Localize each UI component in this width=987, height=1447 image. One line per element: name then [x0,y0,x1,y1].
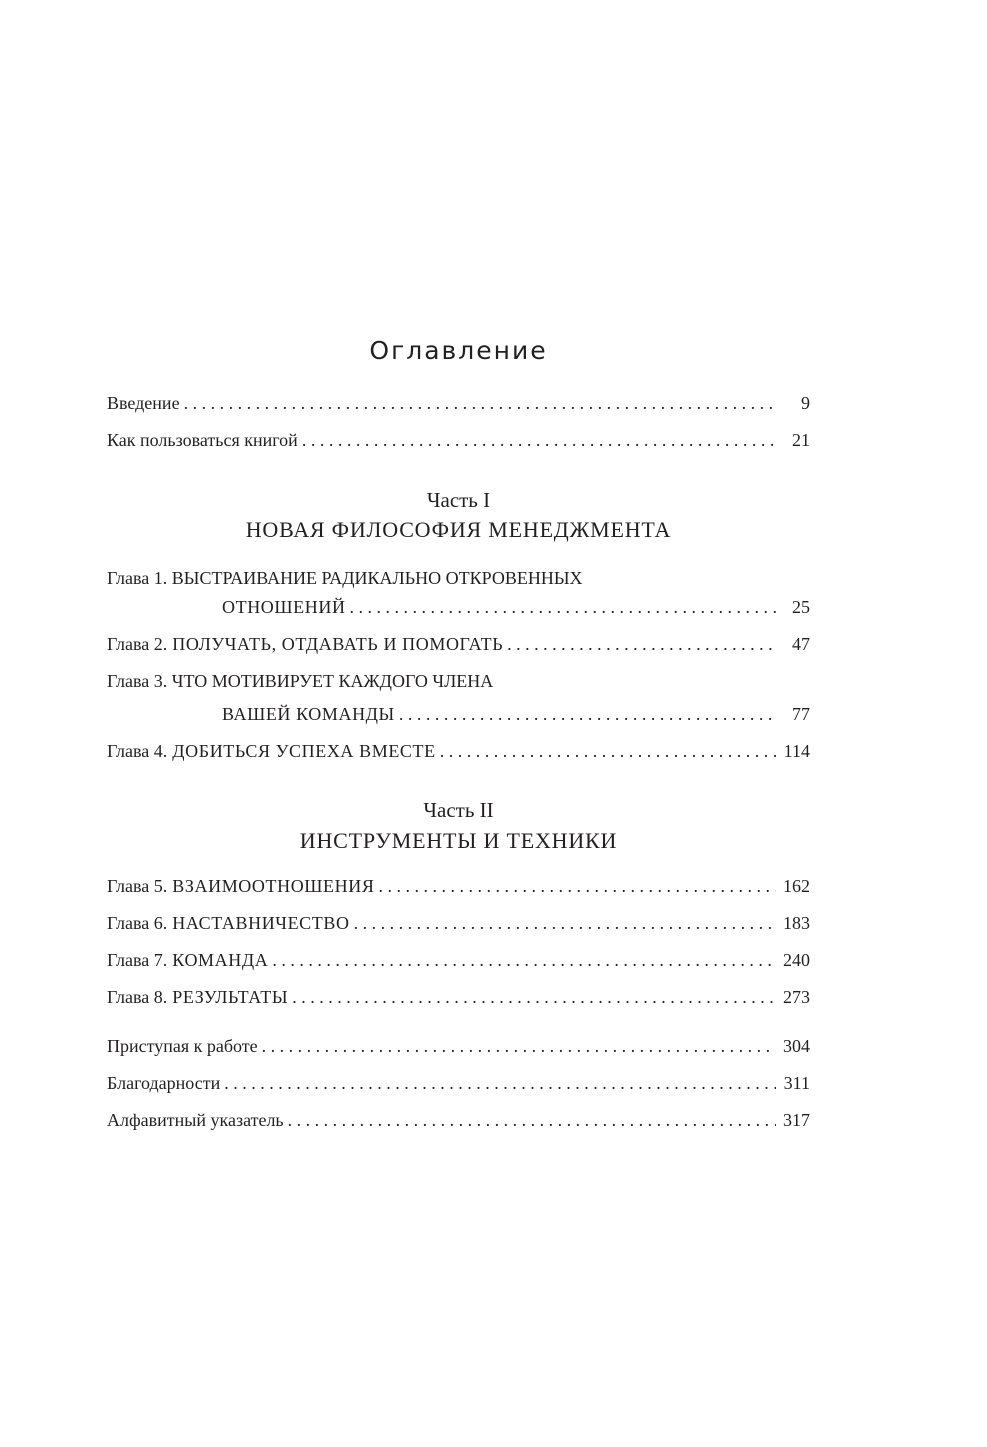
toc-entry-chapter-1[interactable] [107,596,810,618]
part-2-title: ИНСТРУМЕНТЫ И ТЕХНИКИ [299,828,618,853]
toc-entry-page: 273 [783,987,810,1007]
toc-entry-chapter-6[interactable] [107,912,810,934]
toc-entry-label: Приступая к работе [107,1036,258,1056]
toc-entry-page: 317 [783,1110,810,1130]
chapter-title-line1: ВЫСТРАИВАНИЕ РАДИКАЛЬНО ОТКРОВЕННЫХ [171,568,583,588]
toc-entry-label: Алфавитный указатель [107,1110,284,1130]
toc-entry-page: 304 [783,1036,810,1056]
toc-entry-how-to-use[interactable] [107,429,810,451]
dot-leader [224,1072,776,1094]
toc-entry-chapter-2[interactable] [107,633,810,655]
chapter-title-line2: ВАШЕЙ КОМАНДЫ [222,704,395,724]
toc-entry-getting-started[interactable] [107,1035,810,1057]
toc-entry-page: 114 [783,741,810,761]
toc-entry-label: Как пользоваться книгой [107,430,298,450]
toc-entry-page: 77 [792,704,810,724]
toc-entry-chapter-3[interactable] [107,703,810,725]
toc-entry-introduction[interactable] [107,392,810,414]
toc-entry-page: 183 [783,913,810,933]
page-title: Оглавление [369,336,548,365]
dot-leader [272,949,776,971]
dot-leader [399,703,776,725]
toc-entry-chapter-4[interactable] [107,740,810,762]
part-1-title: НОВАЯ ФИЛОСОФИЯ МЕНЕДЖМЕНТА [245,517,672,542]
dot-leader [354,912,776,934]
toc-entry-chapter-8[interactable] [107,986,810,1008]
chapter-title: НАСТАВНИЧЕСТВО [172,913,350,933]
dot-leader [288,1109,776,1131]
dot-leader [292,986,776,1008]
chapter-title: ВЗАИМООТНОШЕНИЯ [172,876,375,896]
toc-entry-chapter-3-line1[interactable] [107,670,810,692]
chapter-prefix: Глава 1. [107,568,168,588]
dot-leader [184,392,776,414]
chapter-title: КОМАНДА [172,950,269,970]
toc-entry-page: 240 [783,950,810,970]
dot-leader [440,740,776,762]
part-2-label: Часть II [423,798,494,822]
dot-leader [350,596,776,618]
chapter-prefix: Глава 4. [107,741,168,761]
toc-entry-chapter-7[interactable] [107,949,810,971]
chapter-prefix: Глава 2. [107,634,168,654]
chapter-title-line2: ОТНОШЕНИЙ [222,597,346,617]
toc-entry-acknowledgements[interactable] [107,1072,810,1094]
chapter-prefix: Глава 5. [107,876,168,896]
part-1-label: Часть I [426,488,491,512]
toc-entry-chapter-1-line1[interactable] [107,567,810,589]
chapter-prefix: Глава 3. [107,671,168,691]
chapter-title-line1: ЧТО МОТИВИРУЕТ КАЖДОГО ЧЛЕНА [171,671,494,691]
dot-leader [507,633,776,655]
toc-entry-page: 47 [792,634,810,654]
toc-entry-chapter-5[interactable] [107,875,810,897]
dot-leader [262,1035,776,1057]
toc-entry-page: 162 [783,876,810,896]
toc-entry-label: Благодарности [107,1073,221,1093]
chapter-title: ПОЛУЧАТЬ, ОТДАВАТЬ И ПОМОГАТЬ [172,634,504,654]
toc-entry-index[interactable] [107,1109,810,1131]
toc-entry-page: 21 [792,430,810,450]
chapter-prefix: Глава 8. [107,987,168,1007]
dot-leader [378,875,776,897]
dot-leader [302,429,776,451]
chapter-title: РЕЗУЛЬТАТЫ [172,987,289,1007]
toc-entry-label: Введение [107,393,180,413]
toc-entry-page: 9 [801,393,810,413]
toc-entry-page: 311 [783,1073,810,1093]
chapter-prefix: Глава 7. [107,950,168,970]
chapter-prefix: Глава 6. [107,913,168,933]
chapter-title: ДОБИТЬСЯ УСПЕХА ВМЕСТЕ [172,741,436,761]
toc-entry-page: 25 [792,597,810,617]
